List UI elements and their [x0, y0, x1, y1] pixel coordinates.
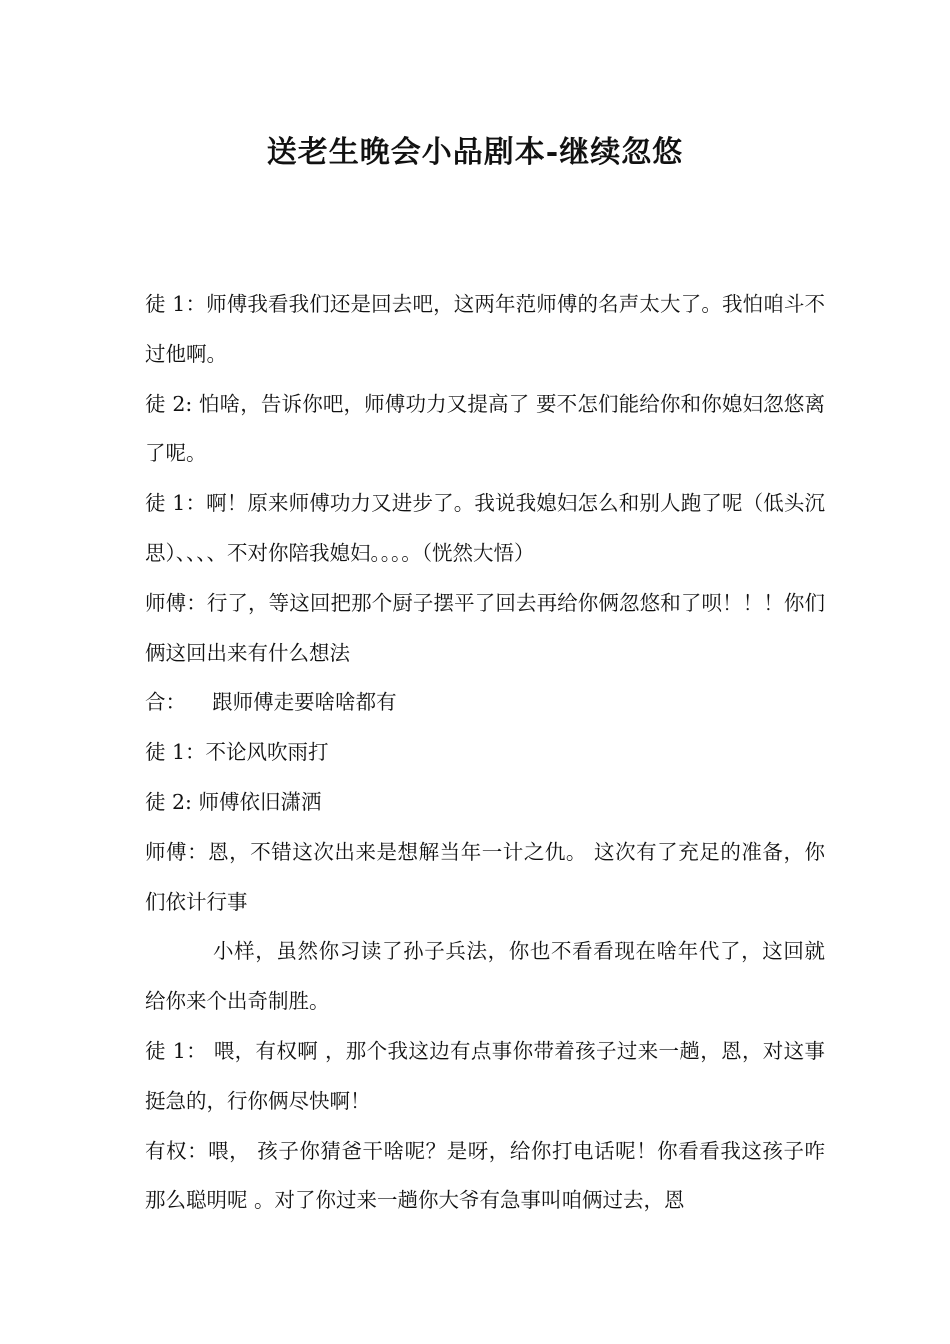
paragraph: 徒 1：啊！原来师傅功力又进步了。我说我媳妇怎么和别人跑了呢（低头沉思）、、、、不对你陪我媳妇。。。。（恍然大悟） — [145, 491, 825, 565]
paragraph: 合： 跟师傅走要啥啥都有 — [145, 690, 397, 715]
paragraph: 徒 1：不论风吹雨打 — [145, 740, 329, 765]
paragraph: 徒 2: 师傅依旧潇洒 — [145, 789, 322, 814]
document-body — [145, 280, 825, 1226]
paragraph: 小样，虽然你习读了孙子兵法，你也不看看现在啥年代了，这回就给你来个出奇制胜。 — [145, 939, 825, 1014]
paragraph: 有权：喂， 孩子你猜爸干啥呢？是呀，给你打电话呢！你看看我这孩子咋那么聪明呢 。对了你过来一趟你大爷有急事叫咱俩过去，恩 — [145, 1138, 825, 1213]
document-title: 送老生晚会小品剧本-继续忽悠 — [266, 135, 684, 170]
paragraph: 徒 2: 怕啥，告诉你吧，师傅功力又提高了 要不怎们能给你和你媳妇忽悠离了呢。 — [145, 391, 825, 466]
paragraph: 徒 1： 喂，有权啊 ，那个我这边有点事你带着孩子过来一趟，恩，对这事挺急的，行你俩尽快啊！ — [145, 1038, 825, 1113]
paragraph: 师傅：行了，等这回把那个厨子摆平了回去再给你俩忽悠和了呗！！！你们俩这回出来有什么想法 — [145, 590, 825, 665]
paragraph: 徒 1：师傅我看我们还是回去吧，这两年范师傅的名声太大了。我怕咱斗不过他啊。 — [145, 292, 825, 366]
paragraph: 师傅：恩，不错这次出来是想解当年一计之仇。 这次有了充足的准备，你们依计行事 — [145, 839, 825, 914]
